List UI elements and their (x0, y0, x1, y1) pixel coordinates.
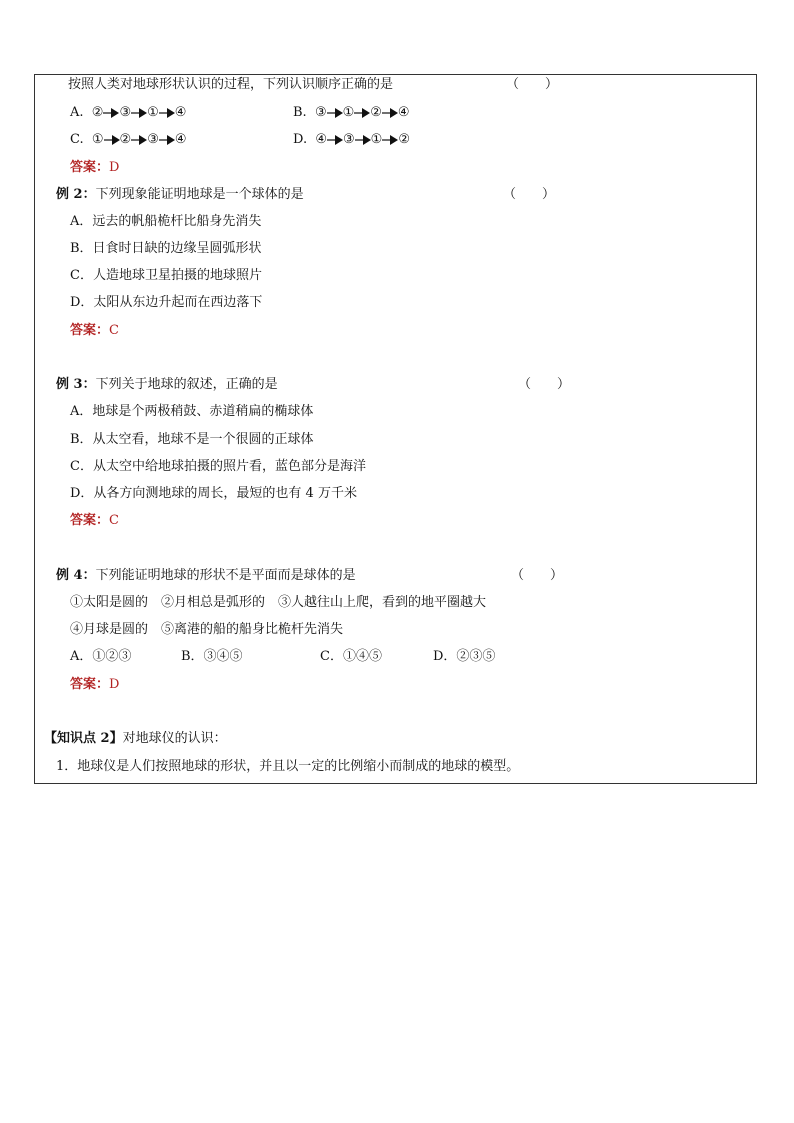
arrow-right-icon (103, 108, 119, 118)
q3-stem: 下列关于地球的叙述，正确的是 (95, 377, 278, 392)
q1-option-a[interactable] (70, 104, 186, 122)
sequence-chain (92, 104, 187, 122)
q4-stem: 下列能证明地球的形状不是平面而是球体的是 (95, 568, 356, 583)
seq-item: ③ (147, 132, 159, 147)
arrow-right-icon (104, 135, 120, 145)
q2-option-b[interactable]: B．日食时日缺的边缘呈圆弧形状 (70, 241, 262, 256)
seq-item: ② (370, 105, 382, 120)
content-box (34, 74, 757, 784)
option-letter: B. (293, 105, 307, 120)
option-letter: A. (70, 105, 84, 120)
seq-item: ④ (174, 132, 187, 147)
q4-option-a[interactable]: A．①②③ (70, 649, 132, 664)
answer-label: 答案： (70, 677, 110, 692)
q3-option-b[interactable]: B．从太空看，地球不是一个很圆的正球体 (70, 432, 314, 447)
arrow-right-icon (382, 135, 398, 145)
q3-answer-paren: （ ） (518, 377, 571, 392)
arrow-right-icon (327, 108, 343, 118)
q3-stem-line (56, 376, 278, 394)
knowledge-point-heading (44, 730, 227, 748)
seq-item: ① (342, 105, 355, 120)
q1-option-b[interactable] (293, 104, 410, 122)
seq-item: ③ (343, 132, 355, 147)
q3-answer (70, 512, 119, 530)
answer-value: C (109, 323, 119, 338)
seq-item: ① (147, 105, 159, 120)
q4-items-line-1: ①太阳是圆的 ②月相总是弧形的 ③人越往山上爬，看到的地平圈越大 (70, 595, 487, 610)
option-letter: D. (293, 132, 308, 147)
q4-answer-paren: （ ） (511, 568, 564, 583)
knowledge-point-label: 【知识点 2】 (44, 731, 123, 746)
answer-value: D (109, 677, 120, 692)
seq-item: ④ (174, 105, 187, 120)
arrow-right-icon (159, 135, 175, 145)
knowledge-point-item-1: 1．地球仪是人们按照地球的形状，并且以一定的比例缩小而制成的地球的模型。 (56, 759, 520, 774)
answer-label: 答案： (70, 160, 110, 175)
q2-answer-paren: （ ） (503, 187, 556, 202)
seq-item: ③ (119, 105, 132, 120)
q2-answer (70, 322, 119, 340)
seq-item: ② (119, 132, 132, 147)
arrow-right-icon (327, 135, 343, 145)
seq-item: ② (398, 132, 410, 147)
arrow-right-icon (382, 108, 398, 118)
example-label: 例 2： (56, 187, 96, 202)
seq-item: ④ (315, 132, 328, 147)
answer-label: 答案： (70, 513, 110, 528)
q3-option-c[interactable]: C．从太空中给地球拍摄的照片看，蓝色部分是海洋 (70, 459, 366, 474)
q1-stem: 按照人类对地球形状认识的过程，下列认识顺序正确的是 (68, 77, 394, 92)
sequence-chain (315, 131, 410, 149)
arrow-right-icon (159, 108, 175, 118)
option-letter: C. (70, 132, 84, 147)
sequence-chain (92, 131, 187, 149)
sequence-chain (315, 104, 410, 122)
arrow-right-icon (131, 108, 147, 118)
answer-label: 答案： (70, 323, 110, 338)
q4-option-b[interactable]: B．③④⑤ (181, 649, 243, 664)
answer-value: C (109, 513, 119, 528)
q1-answer-paren: （ ） (506, 77, 559, 92)
seq-item: ③ (314, 105, 327, 120)
q4-items-line-2: ④月球是圆的 ⑤离港的船的船身比桅杆先消失 (70, 622, 344, 637)
seq-item: ① (370, 132, 383, 147)
arrow-right-icon (131, 135, 147, 145)
seq-item: ① (91, 132, 104, 147)
q4-option-d[interactable]: D．②③⑤ (433, 649, 496, 664)
q1-option-c[interactable] (70, 131, 187, 149)
q1-answer (70, 159, 119, 177)
q2-option-d[interactable]: D．太阳从东边升起而在西边落下 (70, 295, 263, 310)
q2-option-a[interactable]: A．远去的帆船桅杆比船身先消失 (70, 214, 262, 229)
q2-option-c[interactable]: C．人造地球卫星拍摄的地球照片 (70, 268, 262, 283)
q4-stem-line (56, 567, 356, 585)
seq-item: ② (91, 105, 104, 120)
example-label: 例 4： (56, 568, 96, 583)
q4-answer (70, 676, 119, 694)
q4-option-c[interactable]: C．①④⑤ (320, 649, 382, 664)
knowledge-point-title: 对地球仪的认识： (122, 731, 227, 746)
q3-option-d[interactable]: D．从各方向测地球的周长，最短的也有 4 万千米 (70, 486, 357, 501)
q1-option-d[interactable] (293, 131, 410, 149)
q2-stem: 下列现象能证明地球是一个球体的是 (95, 187, 304, 202)
arrow-right-icon (354, 108, 370, 118)
q2-stem-line (56, 186, 304, 204)
example-label: 例 3： (56, 377, 96, 392)
seq-item: ④ (397, 105, 410, 120)
arrow-right-icon (355, 135, 371, 145)
answer-value: D (109, 160, 120, 175)
q3-option-a[interactable]: A．地球是个两极稍鼓、赤道稍扁的椭球体 (70, 404, 314, 419)
